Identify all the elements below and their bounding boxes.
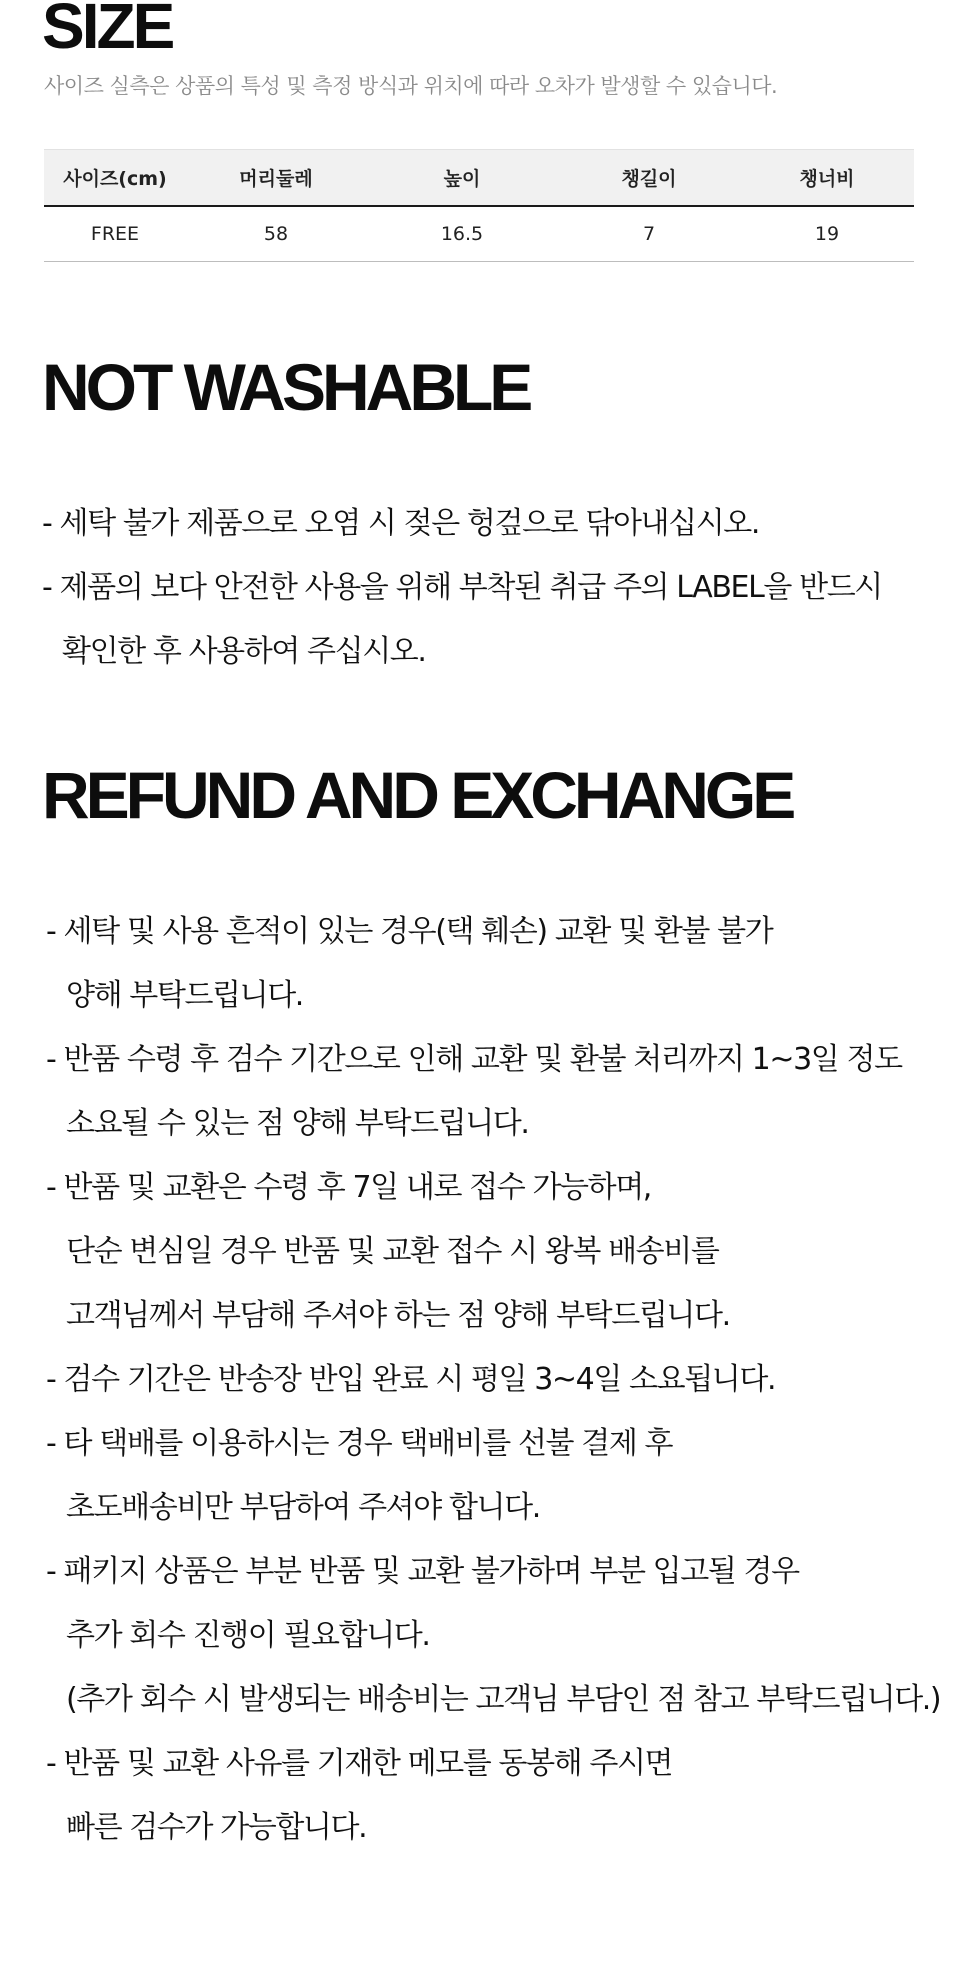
- care-line: - 제품의 보다 안전한 사용을 위해 부착된 취급 주의 LABEL을 반드시: [42, 570, 882, 605]
- not-washable-heading: NOT WASHABLE: [42, 350, 530, 424]
- size-table-cell: 58: [186, 206, 366, 262]
- size-table-header-cell: 챙너비: [740, 150, 914, 206]
- policy-line: - 세탁 및 사용 흔적이 있는 경우(택 훼손) 교환 및 환불 불가: [46, 914, 773, 949]
- size-subtitle: 사이즈 실측은 상품의 특성 및 측정 방식과 위치에 따라 오차가 발생할 수 있습니다.: [44, 74, 778, 98]
- policy-line: - 패키지 상품은 부분 반품 및 교환 불가하며 부분 입고될 경우: [46, 1554, 799, 1589]
- care-line: 확인한 후 사용하여 주십시오.: [62, 634, 426, 669]
- care-instructions: [42, 492, 882, 684]
- size-table-header-cell: 챙길이: [558, 150, 740, 206]
- size-table-header-cell: 머리둘레: [186, 150, 366, 206]
- policy-line: 양해 부탁드립니다.: [66, 978, 303, 1013]
- policy-line: 고객님께서 부담해 주셔야 하는 점 양해 부탁드립니다.: [66, 1298, 730, 1333]
- policy-line: 소요될 수 있는 점 양해 부탁드립니다.: [66, 1106, 529, 1141]
- policy-line: - 반품 및 교환 사유를 기재한 메모를 동봉해 주시면: [46, 1746, 673, 1781]
- policy-line: - 반품 수령 후 검수 기간으로 인해 교환 및 환불 처리까지 1~3일 정도: [46, 1042, 902, 1077]
- refund-heading: REFUND AND EXCHANGE: [42, 758, 793, 832]
- size-table-cell: 19: [740, 206, 914, 262]
- policy-line: 빠른 검수가 가능합니다.: [66, 1810, 367, 1845]
- policy-line: 단순 변심일 경우 반품 및 교환 접수 시 왕복 배송비를: [66, 1234, 719, 1269]
- size-table-cell: FREE: [44, 206, 186, 262]
- size-table-cell: 16.5: [366, 206, 558, 262]
- size-table-cell: 7: [558, 206, 740, 262]
- policy-line: - 타 택배를 이용하시는 경우 택배비를 선불 결제 후: [46, 1426, 673, 1461]
- policy-line: 초도배송비만 부담하여 주셔야 합니다.: [66, 1490, 540, 1525]
- size-table-header-cell: 높이: [366, 150, 558, 206]
- size-table: [44, 149, 914, 262]
- table-row: [44, 206, 914, 262]
- size-table-header-cell: 사이즈(cm): [44, 150, 186, 206]
- policy-line: - 반품 및 교환은 수령 후 7일 내로 접수 가능하며,: [46, 1170, 651, 1205]
- policy-line: (추가 회수 시 발생되는 배송비는 고객님 부담인 점 참고 부탁드립니다.): [66, 1682, 941, 1717]
- size-table-header-row: [44, 150, 914, 206]
- size-heading: SIZE: [42, 0, 173, 62]
- policy-line: - 검수 기간은 반송장 반입 완료 시 평일 3~4일 소요됩니다.: [46, 1362, 776, 1397]
- refund-policy: [46, 900, 940, 1860]
- policy-line: 추가 회수 진행이 필요합니다.: [66, 1618, 430, 1653]
- care-line: - 세탁 불가 제품으로 오염 시 젖은 헝겊으로 닦아내십시오.: [42, 506, 759, 541]
